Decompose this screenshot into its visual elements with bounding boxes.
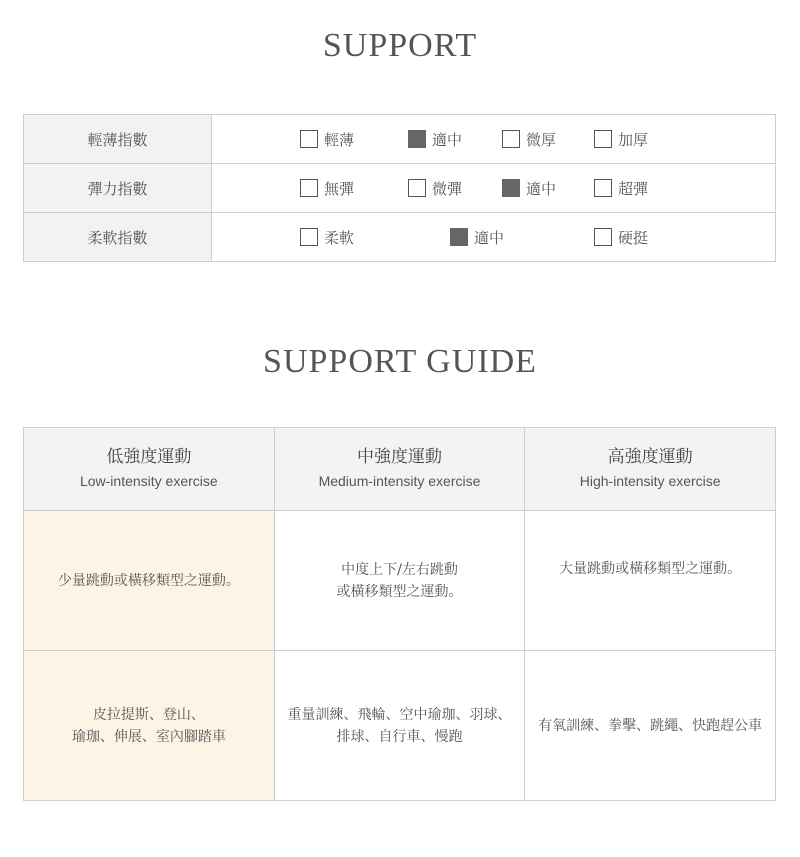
row-label: 彈力指數 xyxy=(24,164,212,213)
option-moderate xyxy=(408,128,462,150)
checkbox-unchecked xyxy=(502,130,520,148)
option-thin xyxy=(300,128,354,150)
header-medium-intensity xyxy=(274,428,525,511)
checkbox-checked xyxy=(408,130,426,148)
checkbox-unchecked xyxy=(300,179,318,197)
header-zh: 中強度運動 xyxy=(356,447,442,467)
guide-header-row xyxy=(24,428,776,511)
option-label: 適中 xyxy=(474,228,505,247)
sports-low xyxy=(24,651,275,801)
header-en: High-intensity exercise xyxy=(579,473,721,489)
option-label: 加厚 xyxy=(618,130,649,149)
checkbox-checked xyxy=(502,179,520,197)
option-label: 柔軟 xyxy=(324,228,355,247)
checkbox-unchecked xyxy=(300,228,318,246)
header-en: Low-intensity exercise xyxy=(79,473,218,489)
option-label: 超彈 xyxy=(618,179,649,198)
description-low xyxy=(24,511,275,651)
checkbox-checked xyxy=(450,228,468,246)
description-high xyxy=(525,511,776,651)
support-guide-title: SUPPORT GUIDE xyxy=(263,343,537,380)
option-super-stretch xyxy=(594,177,648,199)
support-index-table xyxy=(23,114,776,262)
option-label: 輕薄 xyxy=(324,130,355,149)
option-soft xyxy=(300,226,354,248)
header-zh: 高強度運動 xyxy=(607,447,693,467)
option-slight-stretch xyxy=(408,177,462,199)
support-guide-table xyxy=(23,427,776,801)
cell-line: 有氧訓練、拳擊、跳繩、快跑趕公車 xyxy=(538,717,763,734)
cell-line: 重量訓練、飛輪、空中瑜珈、羽球、 xyxy=(287,706,512,723)
header-low-intensity xyxy=(24,428,275,511)
cell-line: 中度上下/左右跳動 xyxy=(341,561,458,578)
index-row-softness xyxy=(24,213,776,262)
option-thick xyxy=(594,128,648,150)
option-stiff xyxy=(594,226,648,248)
support-title: SUPPORT xyxy=(322,27,478,64)
option-label: 適中 xyxy=(526,179,557,198)
checkbox-unchecked xyxy=(300,130,318,148)
option-label: 無彈 xyxy=(324,179,355,198)
row-label: 輕薄指數 xyxy=(24,115,212,164)
guide-description-row xyxy=(24,511,776,651)
checkbox-unchecked xyxy=(594,179,612,197)
cell-line: 排球、自行車、慢跑 xyxy=(336,728,463,745)
header-zh: 低強度運動 xyxy=(106,447,192,467)
header-high-intensity xyxy=(525,428,776,511)
cell-line: 皮拉提斯、登山、 xyxy=(92,706,205,723)
option-label: 適中 xyxy=(432,130,463,149)
option-moderate xyxy=(450,226,504,248)
cell-line: 瑜珈、伸展、室內腳踏車 xyxy=(71,728,226,745)
guide-sports-row xyxy=(24,651,776,801)
option-label: 微彈 xyxy=(432,179,463,198)
row-label: 柔軟指數 xyxy=(24,213,212,262)
description-medium xyxy=(274,511,525,651)
option-label: 硬挺 xyxy=(618,228,649,247)
checkbox-unchecked xyxy=(594,130,612,148)
checkbox-unchecked xyxy=(594,228,612,246)
index-row-thickness xyxy=(24,115,776,164)
cell-line: 少量跳動或橫移類型之運動。 xyxy=(57,572,240,589)
index-row-elasticity xyxy=(24,164,776,213)
option-label: 微厚 xyxy=(526,130,557,149)
checkbox-unchecked xyxy=(408,179,426,197)
cell-line: 大量跳動或橫移類型之運動。 xyxy=(559,561,742,577)
option-moderate xyxy=(502,177,556,199)
cell-line: 或橫移類型之運動。 xyxy=(336,583,463,600)
option-slightly-thick xyxy=(502,128,556,150)
header-en: Medium-intensity exercise xyxy=(318,473,481,489)
sports-high xyxy=(525,651,776,801)
sports-medium xyxy=(274,651,525,801)
option-no-stretch xyxy=(300,177,354,199)
